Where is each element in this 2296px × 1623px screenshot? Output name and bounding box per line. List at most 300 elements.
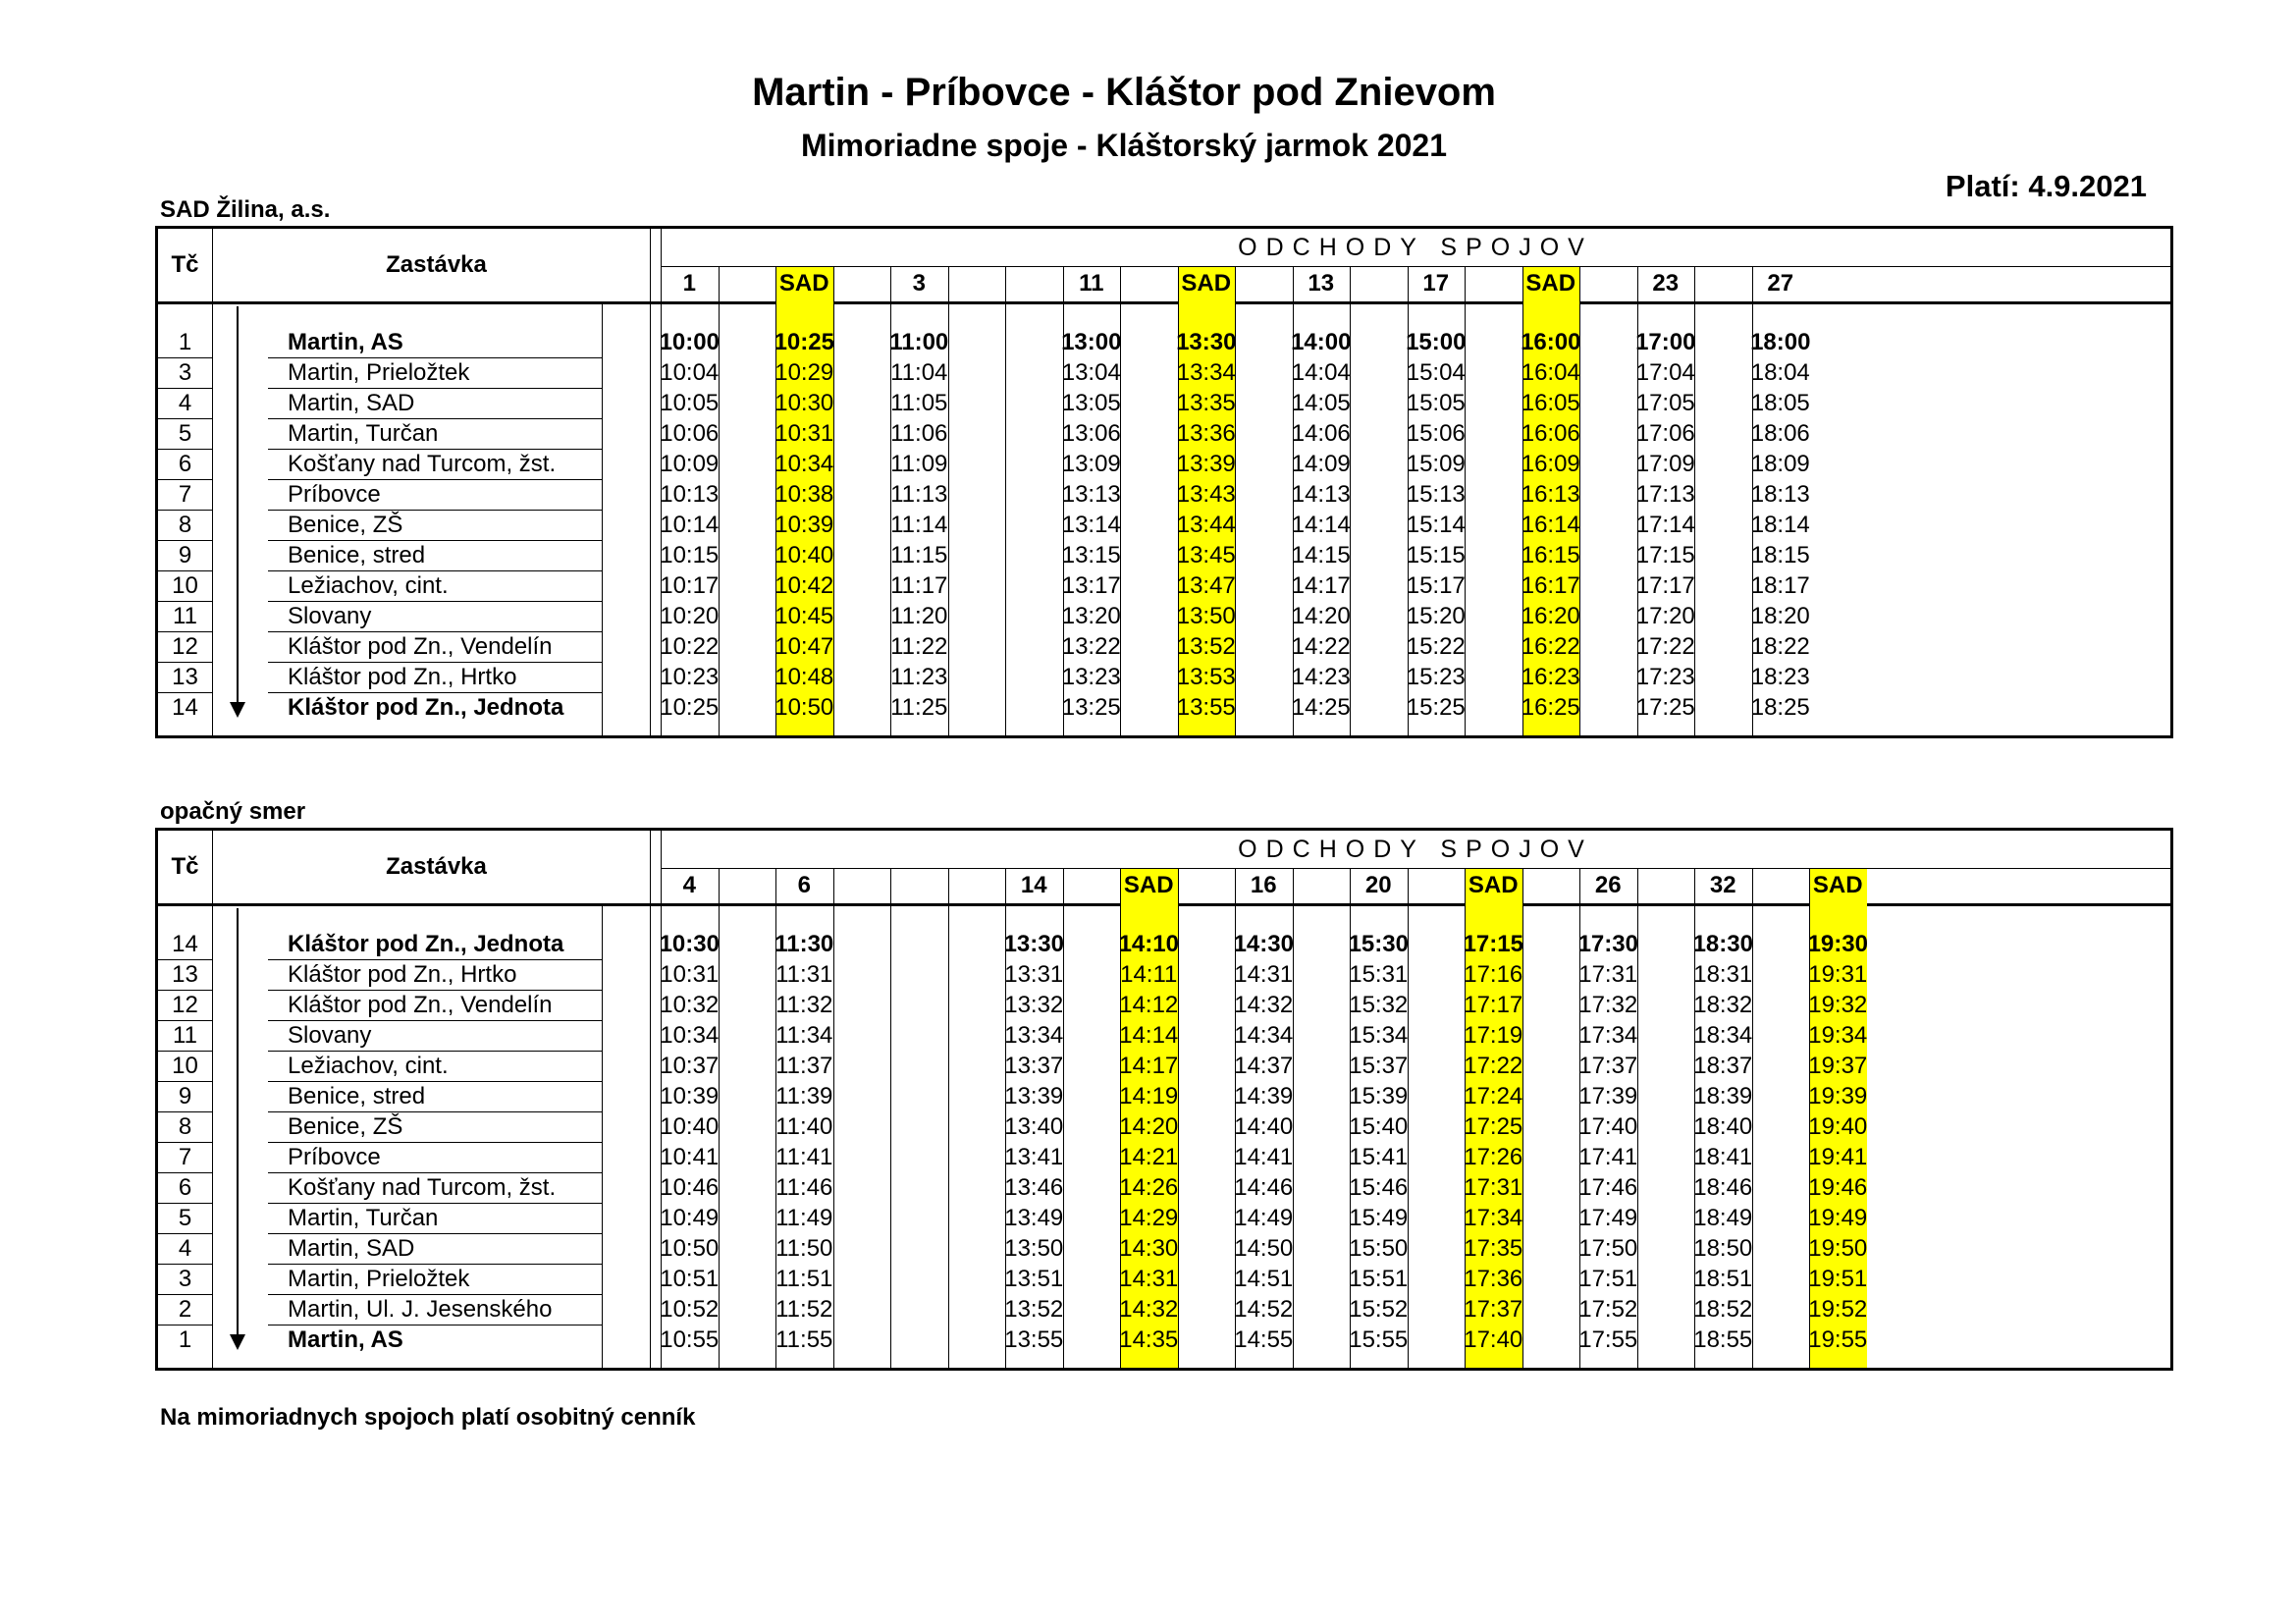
departure-time: 10:32	[660, 991, 720, 1018]
departure-time: 17:13	[1635, 480, 1695, 508]
departure-time: 16:20	[1521, 602, 1580, 629]
departure-time: 13:22	[1061, 632, 1121, 660]
departure-time: 19:51	[1808, 1265, 1868, 1292]
departure-time: 10:29	[774, 358, 834, 386]
stop-name: Ležiachov, cint.	[288, 571, 449, 599]
departure-time: 10:30	[659, 930, 720, 957]
trip-number: 17	[1422, 270, 1450, 297]
departure-time: 10:30	[774, 389, 834, 416]
departure-time: 16:04	[1521, 358, 1580, 386]
departure-time: 16:09	[1521, 450, 1580, 477]
opposite-direction-label: opačný smer	[160, 798, 306, 825]
departure-time: 17:26	[1464, 1143, 1523, 1170]
timetable-outbound	[155, 226, 2173, 738]
stop-order: 5	[178, 419, 192, 447]
departure-time: 18:31	[1693, 960, 1753, 988]
departure-time: 13:49	[1004, 1204, 1064, 1231]
departure-time: 13:34	[1176, 358, 1236, 386]
departure-time: 17:17	[1464, 991, 1523, 1018]
departure-time: 17:14	[1635, 511, 1695, 538]
stop-order: 10	[172, 571, 198, 599]
departure-time: 17:41	[1578, 1143, 1638, 1170]
departure-time: 17:40	[1464, 1325, 1523, 1353]
column-header-departures: ODCHODY SPOJOV	[1238, 234, 1593, 261]
departure-time: 11:31	[775, 960, 833, 988]
departure-time: 13:35	[1176, 389, 1236, 416]
departure-time: 14:32	[1119, 1295, 1179, 1323]
grid-line	[602, 301, 603, 735]
departure-time: 14:34	[1234, 1021, 1294, 1049]
stop-order: 14	[172, 930, 198, 957]
departure-time: 17:55	[1578, 1325, 1638, 1353]
departure-time: 18:23	[1750, 663, 1810, 690]
departure-time: 13:14	[1061, 511, 1121, 538]
column-header-tc: Tč	[171, 853, 199, 880]
trip-number: 23	[1652, 270, 1680, 297]
departure-time: 17:00	[1635, 328, 1696, 355]
departure-time: 14:10	[1118, 930, 1179, 957]
departure-time: 13:05	[1061, 389, 1121, 416]
stop-name: Benice, ZŠ	[288, 1112, 403, 1140]
stop-order: 3	[178, 358, 192, 386]
departure-time: 14:29	[1119, 1204, 1179, 1231]
trip-number	[1005, 266, 1063, 301]
departure-time: 10:04	[660, 358, 720, 386]
departure-time: 19:31	[1808, 960, 1868, 988]
departure-time: 14:30	[1233, 930, 1294, 957]
departure-time: 10:09	[660, 450, 720, 477]
fare-note: Na mimoriadnych spojoch platí osobitný cenník	[160, 1404, 696, 1431]
departure-time: 11:39	[775, 1082, 833, 1109]
stop-order: 1	[178, 328, 192, 355]
timetable-return	[155, 828, 2173, 1371]
departure-time: 13:23	[1061, 663, 1121, 690]
departure-time: 13:25	[1061, 693, 1121, 721]
departure-time: 18:37	[1693, 1052, 1753, 1079]
departure-time: 11:14	[890, 511, 948, 538]
departure-time: 13:36	[1176, 419, 1236, 447]
departure-time: 13:39	[1176, 450, 1236, 477]
departure-time: 19:34	[1808, 1021, 1868, 1049]
departure-time: 10:48	[774, 663, 834, 690]
departure-time: 18:51	[1693, 1265, 1753, 1292]
departure-time: 11:55	[775, 1325, 833, 1353]
departure-time: 11:40	[775, 1112, 833, 1140]
trip-number: 20	[1364, 872, 1392, 898]
departure-time: 13:31	[1004, 960, 1064, 988]
stop-name: Príbovce	[288, 1143, 381, 1170]
departure-time: 14:49	[1234, 1204, 1294, 1231]
departure-time: 18:41	[1693, 1143, 1753, 1170]
departure-time: 13:53	[1176, 663, 1236, 690]
stop-order: 9	[178, 1082, 192, 1109]
departure-time: 14:20	[1291, 602, 1351, 629]
departure-time: 15:00	[1406, 328, 1467, 355]
departure-time: 17:50	[1578, 1234, 1638, 1262]
departure-time: 15:41	[1349, 1143, 1409, 1170]
trip-number: 16	[1250, 872, 1277, 898]
departure-time: 15:23	[1406, 663, 1466, 690]
departure-time: 14:15	[1291, 541, 1351, 568]
departure-time: 18:49	[1693, 1204, 1753, 1231]
trip-number	[1063, 868, 1121, 903]
departure-time: 14:25	[1291, 693, 1351, 721]
page-title: Martin - Príbovce - Kláštor pod Znievom	[752, 71, 1496, 114]
departure-time: 19:37	[1808, 1052, 1868, 1079]
departure-time: 11:41	[775, 1143, 833, 1170]
column-header-stop: Zastávka	[386, 853, 487, 880]
departure-time: 14:26	[1119, 1173, 1179, 1201]
departure-time: 11:46	[775, 1173, 833, 1201]
departure-time: 15:52	[1349, 1295, 1409, 1323]
stop-name: Martin, Prieložtek	[288, 358, 470, 386]
departure-time: 13:37	[1004, 1052, 1064, 1079]
departure-time: 19:30	[1807, 930, 1868, 957]
trip-number	[1178, 868, 1236, 903]
departure-time: 13:09	[1061, 450, 1121, 477]
departure-time: 10:34	[660, 1021, 720, 1049]
stop-order: 11	[173, 602, 197, 629]
departure-time: 14:37	[1234, 1052, 1294, 1079]
departure-time: 16:06	[1521, 419, 1580, 447]
departure-time: 17:51	[1578, 1265, 1638, 1292]
departure-time: 10:22	[660, 632, 720, 660]
departure-time: 15:34	[1349, 1021, 1409, 1049]
departure-time: 17:39	[1578, 1082, 1638, 1109]
grid-line	[212, 831, 213, 1368]
departure-time: 11:20	[890, 602, 948, 629]
departure-time: 10:41	[660, 1143, 720, 1170]
departure-time: 13:15	[1061, 541, 1121, 568]
departure-time: 13:34	[1004, 1021, 1064, 1049]
stop-order: 12	[172, 632, 198, 660]
departure-time: 13:51	[1004, 1265, 1064, 1292]
trip-number: 14	[1020, 872, 1047, 898]
departure-time: 18:22	[1750, 632, 1810, 660]
column-header-stop: Zastávka	[386, 251, 487, 278]
departure-time: 15:40	[1349, 1112, 1409, 1140]
departure-time: 10:14	[660, 511, 720, 538]
departure-time: 16:17	[1521, 571, 1580, 599]
departure-time: 14:46	[1234, 1173, 1294, 1201]
stop-order: 9	[178, 541, 192, 568]
departure-time: 14:23	[1291, 663, 1351, 690]
departure-time: 14:17	[1291, 571, 1351, 599]
departure-time: 14:04	[1291, 358, 1351, 386]
trip-number	[948, 868, 1006, 903]
departure-time: 18:04	[1750, 358, 1810, 386]
departure-time: 14:32	[1234, 991, 1294, 1018]
trip-number: SAD	[778, 270, 829, 297]
departure-time: 17:46	[1578, 1173, 1638, 1201]
departure-time: 15:15	[1406, 541, 1466, 568]
trip-number: 1	[682, 270, 696, 297]
operator-name: SAD Žilina, a.s.	[160, 196, 331, 223]
departure-time: 19:49	[1808, 1204, 1868, 1231]
departure-time: 19:50	[1808, 1234, 1868, 1262]
departure-time: 14:12	[1119, 991, 1179, 1018]
departure-time: 10:47	[774, 632, 834, 660]
departure-time: 19:41	[1808, 1143, 1868, 1170]
trip-number	[1235, 266, 1293, 301]
stop-name: Kláštor pod Zn., Jednota	[288, 930, 564, 957]
departure-time: 17:52	[1578, 1295, 1638, 1323]
departure-time: 10:06	[660, 419, 720, 447]
departure-time: 18:32	[1693, 991, 1753, 1018]
trip-number	[1694, 266, 1752, 301]
departure-time: 18:00	[1750, 328, 1811, 355]
direction-arrow-line	[237, 908, 239, 1337]
stop-name: Slovany	[288, 1021, 372, 1049]
departure-time: 14:13	[1291, 480, 1351, 508]
departure-time: 10:50	[660, 1234, 720, 1262]
stop-order: 13	[172, 663, 198, 690]
departure-time: 10:45	[774, 602, 834, 629]
stop-name: Benice, ZŠ	[288, 511, 403, 538]
stop-name: Košťany nad Turcom, žst.	[288, 450, 557, 477]
departure-time: 14:17	[1119, 1052, 1179, 1079]
departure-time: 13:39	[1004, 1082, 1064, 1109]
trip-number	[833, 868, 891, 903]
departure-time: 10:23	[660, 663, 720, 690]
departure-time: 18:30	[1692, 930, 1753, 957]
departure-time: 16:22	[1521, 632, 1580, 660]
departure-time: 17:40	[1578, 1112, 1638, 1140]
departure-time: 19:40	[1808, 1112, 1868, 1140]
departure-time: 10:55	[660, 1325, 720, 1353]
departure-time: 13:44	[1176, 511, 1236, 538]
stop-order: 10	[172, 1052, 198, 1079]
departure-time: 17:34	[1464, 1204, 1523, 1231]
departure-time: 11:25	[890, 693, 948, 721]
departure-time: 16:13	[1521, 480, 1580, 508]
stop-order: 6	[178, 450, 192, 477]
departure-time: 10:50	[774, 693, 834, 721]
departure-time: 15:49	[1349, 1204, 1409, 1231]
departure-time: 18:52	[1693, 1295, 1753, 1323]
stop-order: 7	[178, 1143, 192, 1170]
departure-time: 14:09	[1291, 450, 1351, 477]
stop-name: Benice, stred	[288, 541, 426, 568]
stop-name: Kláštor pod Zn., Hrtko	[288, 663, 517, 690]
stop-name: Benice, stred	[288, 1082, 426, 1109]
trip-number	[1752, 868, 1810, 903]
stop-name: Martin, Turčan	[288, 419, 439, 447]
departure-time: 18:39	[1693, 1082, 1753, 1109]
departure-time: 15:55	[1349, 1325, 1409, 1353]
departure-time: 16:00	[1521, 328, 1581, 355]
departure-time: 15:46	[1349, 1173, 1409, 1201]
departure-time: 10:46	[660, 1173, 720, 1201]
trip-number: 27	[1767, 270, 1794, 297]
departure-time: 13:55	[1004, 1325, 1064, 1353]
departure-time: 13:55	[1176, 693, 1236, 721]
departure-time: 10:34	[774, 450, 834, 477]
departure-time: 10:15	[660, 541, 720, 568]
direction-arrow-line	[237, 306, 239, 705]
grid-line	[650, 831, 651, 1368]
departure-time: 17:30	[1577, 930, 1638, 957]
departure-time: 17:04	[1635, 358, 1695, 386]
departure-time: 17:37	[1464, 1295, 1523, 1323]
departure-time: 13:40	[1004, 1112, 1064, 1140]
departure-time: 14:35	[1119, 1325, 1179, 1353]
departure-time: 17:23	[1635, 663, 1695, 690]
departure-time: 10:40	[660, 1112, 720, 1140]
trip-number	[1293, 868, 1351, 903]
stop-order: 7	[178, 480, 192, 508]
departure-time: 15:37	[1349, 1052, 1409, 1079]
trip-number: 3	[912, 270, 926, 297]
departure-time: 11:52	[775, 1295, 833, 1323]
trip-number	[1637, 868, 1695, 903]
stop-name: Martin, Turčan	[288, 1204, 439, 1231]
departure-time: 11:30	[774, 930, 834, 957]
departure-time: 19:32	[1808, 991, 1868, 1018]
departure-time: 14:52	[1234, 1295, 1294, 1323]
departure-time: 16:05	[1521, 389, 1580, 416]
departure-time: 14:41	[1234, 1143, 1294, 1170]
departure-time: 18:25	[1750, 693, 1810, 721]
departure-time: 18:09	[1750, 450, 1810, 477]
stop-order: 8	[178, 511, 192, 538]
down-arrow-icon	[230, 702, 245, 718]
departure-time: 17:36	[1464, 1265, 1523, 1292]
departure-time: 11:06	[890, 419, 948, 447]
stop-name: Kláštor pod Zn., Jednota	[288, 693, 564, 721]
departure-time: 13:47	[1176, 571, 1236, 599]
departure-time: 17:06	[1635, 419, 1695, 447]
departure-time: 13:46	[1004, 1173, 1064, 1201]
departure-time: 10:42	[774, 571, 834, 599]
stop-order: 4	[178, 1234, 192, 1262]
stop-name: Príbovce	[288, 480, 381, 508]
departure-time: 14:14	[1291, 511, 1351, 538]
departure-time: 19:39	[1808, 1082, 1868, 1109]
departure-time: 10:40	[774, 541, 834, 568]
departure-time: 18:15	[1750, 541, 1810, 568]
departure-time: 10:37	[660, 1052, 720, 1079]
departure-time: 14:39	[1234, 1082, 1294, 1109]
stop-order: 13	[172, 960, 198, 988]
departure-time: 10:31	[774, 419, 834, 447]
departure-time: 11:05	[890, 389, 948, 416]
trip-number: 26	[1594, 872, 1622, 898]
departure-time: 13:43	[1176, 480, 1236, 508]
departure-time: 17:05	[1635, 389, 1695, 416]
departure-time: 10:39	[774, 511, 834, 538]
departure-time: 19:46	[1808, 1173, 1868, 1201]
departure-time: 11:49	[775, 1204, 833, 1231]
valid-from: Platí: 4.9.2021	[1945, 169, 2147, 203]
departure-time: 14:55	[1234, 1325, 1294, 1353]
stop-order: 1	[178, 1325, 192, 1353]
departure-time: 17:34	[1578, 1021, 1638, 1049]
grid-line	[212, 229, 213, 735]
departure-time: 16:25	[1521, 693, 1580, 721]
down-arrow-icon	[230, 1334, 245, 1350]
departure-time: 17:31	[1578, 960, 1638, 988]
column-header-departures: ODCHODY SPOJOV	[1238, 836, 1593, 863]
departure-time: 18:55	[1693, 1325, 1753, 1353]
departure-time: 10:25	[660, 693, 720, 721]
departure-time: 17:37	[1578, 1052, 1638, 1079]
stop-name: Kláštor pod Zn., Vendelín	[288, 991, 553, 1018]
departure-time: 17:15	[1635, 541, 1695, 568]
departure-time: 13:13	[1061, 480, 1121, 508]
departure-time: 10:49	[660, 1204, 720, 1231]
departure-time: 15:25	[1406, 693, 1466, 721]
grid-line	[1005, 266, 1006, 735]
departure-time: 15:04	[1406, 358, 1466, 386]
grid-line	[158, 301, 2170, 304]
departure-time: 14:30	[1119, 1234, 1179, 1262]
stop-name: Martin, SAD	[288, 389, 415, 416]
departure-time: 15:05	[1406, 389, 1466, 416]
departure-time: 19:55	[1808, 1325, 1868, 1353]
departure-time: 16:15	[1521, 541, 1580, 568]
page-subtitle: Mimoriadne spoje - Kláštorský jarmok 2021	[800, 128, 1448, 163]
trip-number: 4	[682, 872, 696, 898]
departure-time: 11:34	[775, 1021, 833, 1049]
departure-time: 11:50	[775, 1234, 833, 1262]
departure-time: 13:45	[1176, 541, 1236, 568]
trip-number: 6	[797, 872, 811, 898]
departure-time: 14:22	[1291, 632, 1351, 660]
departure-time: 10:13	[660, 480, 720, 508]
departure-time: 14:20	[1119, 1112, 1179, 1140]
stop-name: Martin, SAD	[288, 1234, 415, 1262]
departure-time: 15:13	[1406, 480, 1466, 508]
departure-time: 17:35	[1464, 1234, 1523, 1262]
stop-order: 3	[178, 1265, 192, 1292]
grid-line	[948, 868, 949, 1368]
grid-line	[650, 229, 651, 735]
departure-time: 14:05	[1291, 389, 1351, 416]
trip-number: SAD	[1525, 270, 1576, 297]
trip-number: 13	[1308, 270, 1335, 297]
departure-time: 10:52	[660, 1295, 720, 1323]
grid-line	[602, 903, 603, 1368]
departure-time: 11:37	[775, 1052, 833, 1079]
departure-time: 17:17	[1635, 571, 1695, 599]
departure-time: 17:19	[1464, 1021, 1523, 1049]
departure-time: 17:09	[1635, 450, 1695, 477]
column-header-tc: Tč	[171, 251, 199, 278]
departure-time: 13:52	[1176, 632, 1236, 660]
departure-time: 10:00	[659, 328, 720, 355]
departure-time: 17:20	[1635, 602, 1695, 629]
departure-time: 15:06	[1406, 419, 1466, 447]
departure-time: 18:05	[1750, 389, 1810, 416]
departure-time: 15:20	[1406, 602, 1466, 629]
departure-time: 15:31	[1349, 960, 1409, 988]
departure-time: 14:00	[1291, 328, 1352, 355]
departure-time: 16:14	[1521, 511, 1580, 538]
departure-time: 10:05	[660, 389, 720, 416]
departure-time: 17:25	[1464, 1112, 1523, 1140]
departure-time: 13:30	[1176, 328, 1237, 355]
departure-time: 14:51	[1234, 1265, 1294, 1292]
stop-order: 12	[172, 991, 198, 1018]
departure-time: 16:23	[1521, 663, 1580, 690]
departure-time: 15:30	[1348, 930, 1409, 957]
departure-time: 15:51	[1349, 1265, 1409, 1292]
departure-time: 11:17	[890, 571, 948, 599]
departure-time: 14:21	[1119, 1143, 1179, 1170]
departure-time: 15:50	[1349, 1234, 1409, 1262]
departure-time: 13:41	[1004, 1143, 1064, 1170]
